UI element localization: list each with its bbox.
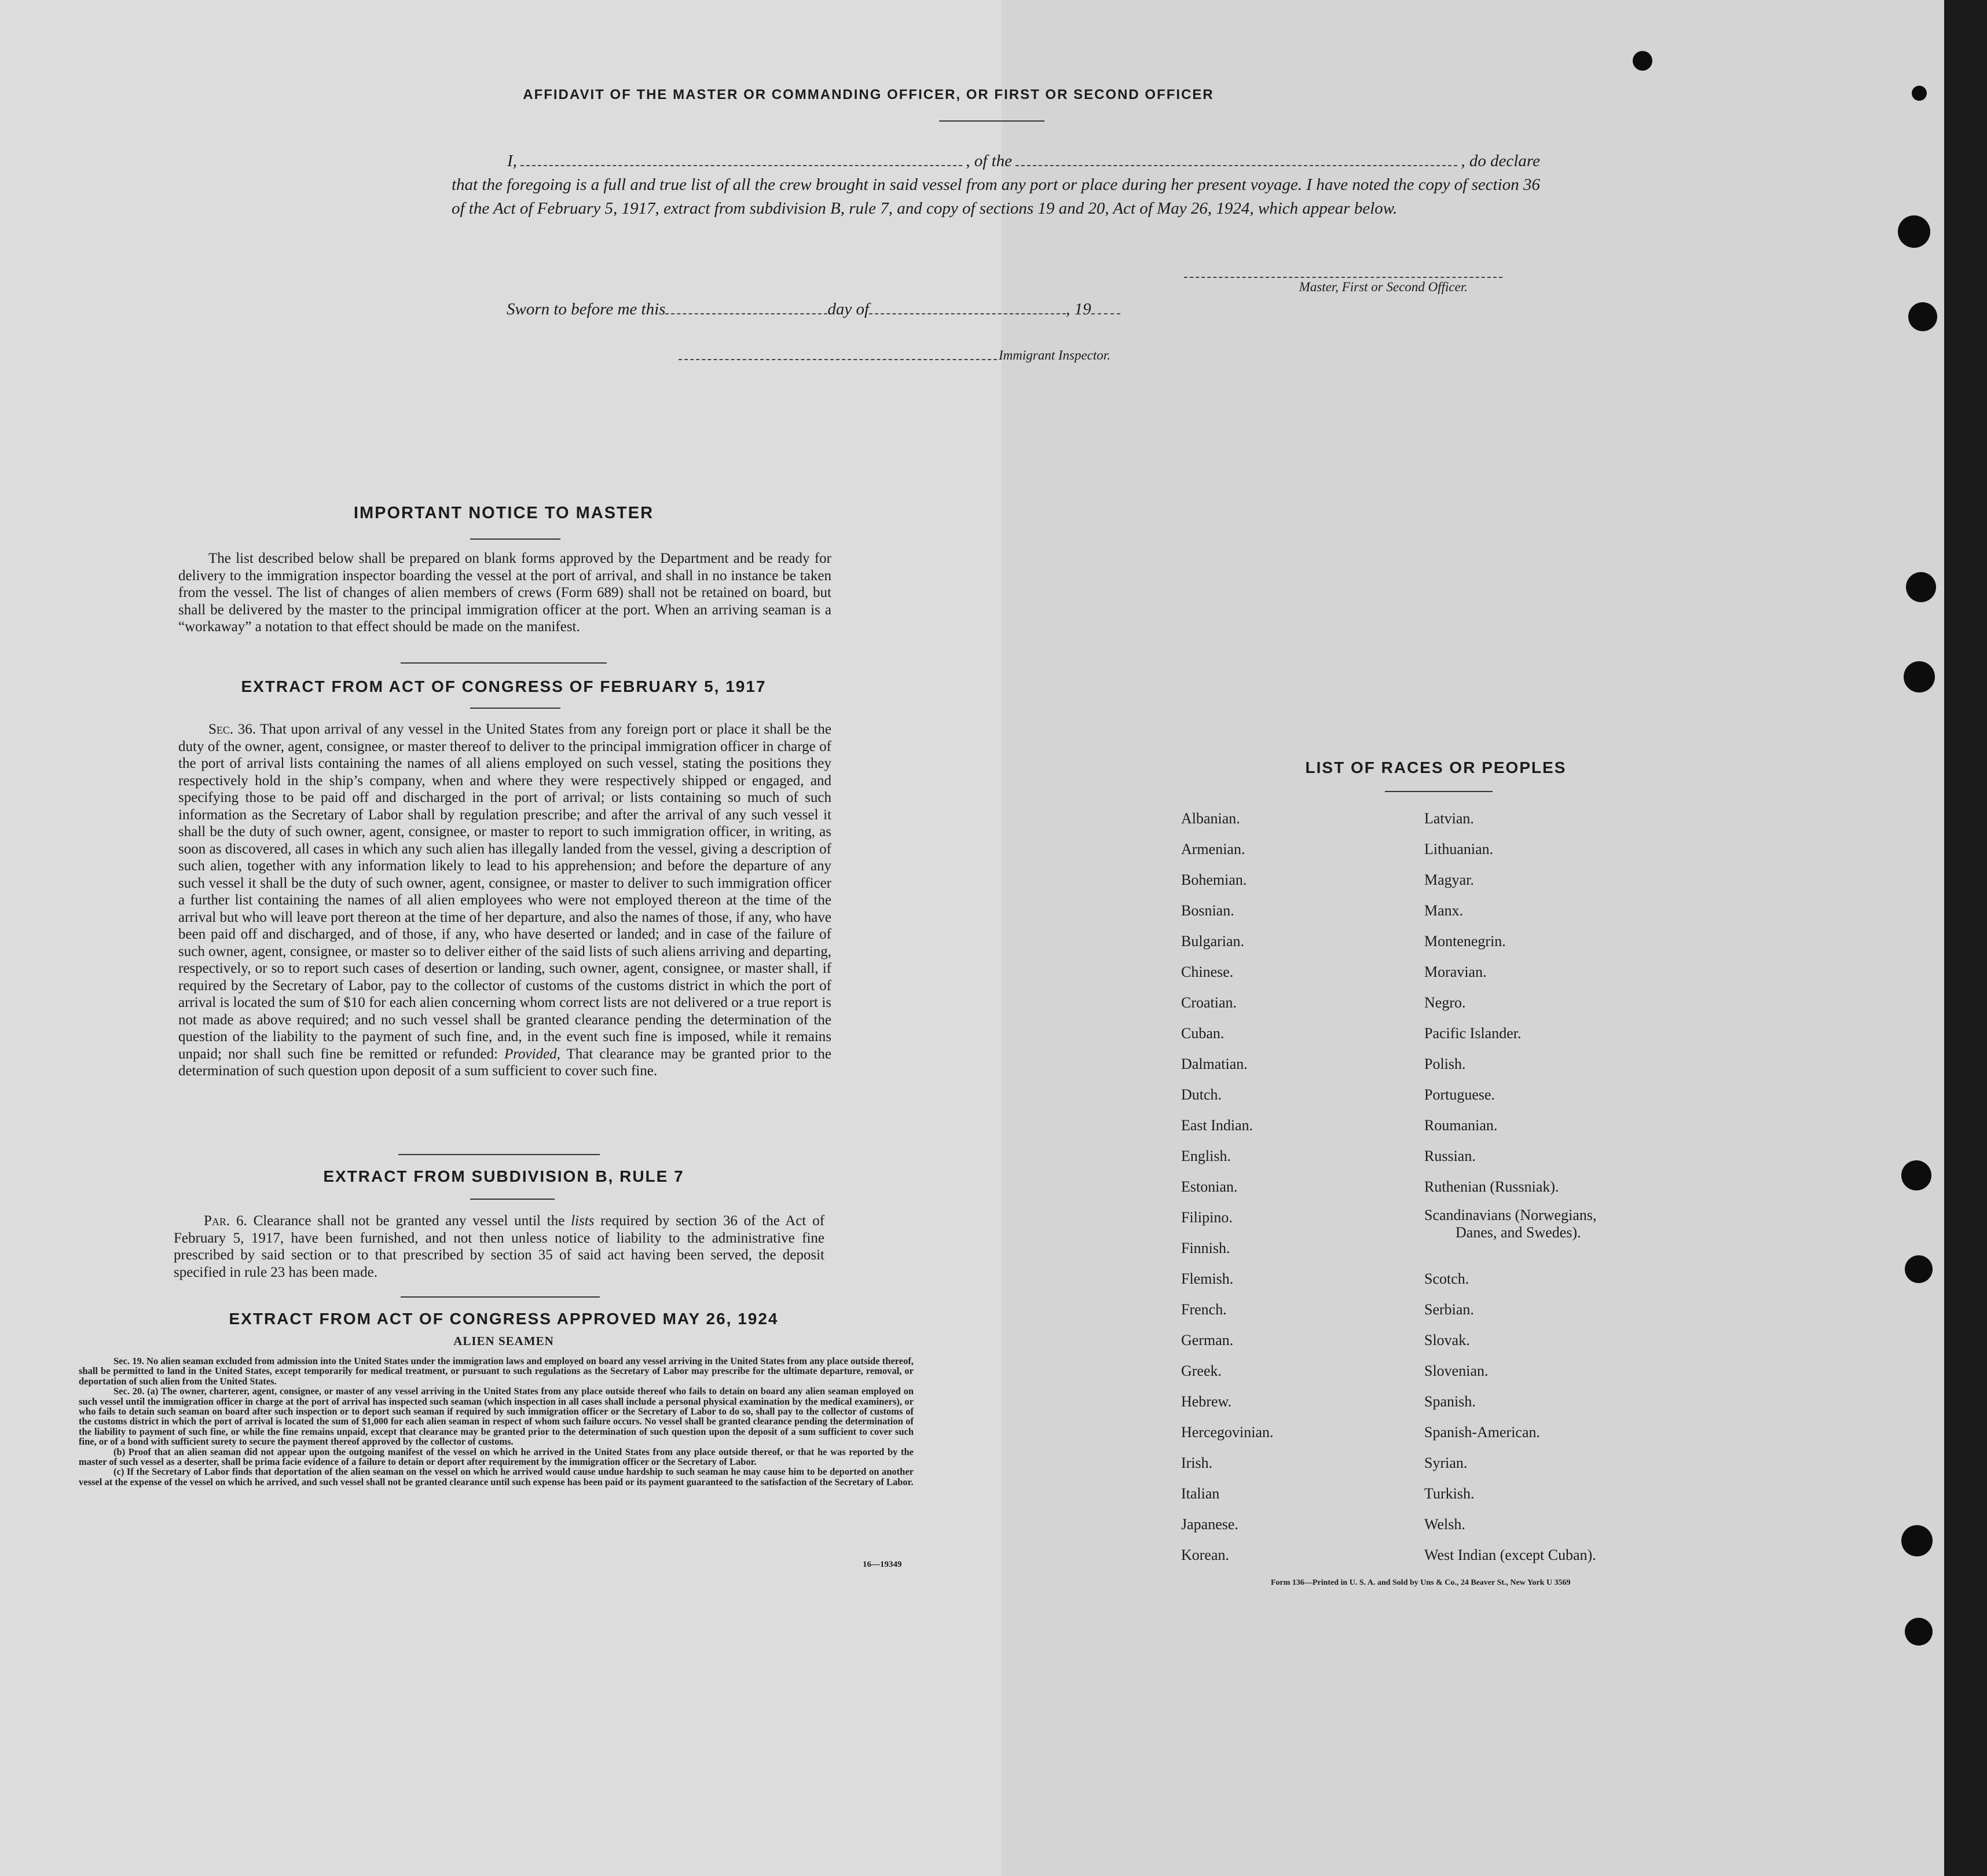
- affidavit-of-the: , of the: [966, 152, 1013, 170]
- extract-rule7-rule: [470, 1199, 555, 1200]
- race-item: Bulgarian.: [1181, 933, 1245, 950]
- sec36-text-b: That clearance may be granted prior to the determination of such question upon deposit of a sum sufficient to cover such fine.: [178, 1046, 832, 1079]
- sworn-day-of: day of: [827, 300, 870, 318]
- race-item: Croatian.: [1181, 994, 1237, 1011]
- signature-label: Master, First or Second Officer.: [1299, 280, 1468, 294]
- form-print-footer: Form 136—Printed in U. S. A. and Sold by Uns & Co., 24 Beaver St., New York U 3569: [1271, 1578, 1571, 1587]
- race-item: Spanish-American.: [1424, 1424, 1541, 1441]
- race-item: Montenegrin.: [1424, 933, 1506, 950]
- notice-rule: [470, 538, 560, 540]
- sworn-line: [507, 300, 1120, 319]
- affidavit-text: [452, 149, 1540, 221]
- race-item: Japanese.: [1181, 1516, 1238, 1533]
- race-item: Welsh.: [1424, 1516, 1465, 1533]
- race-item: Serbian.: [1424, 1301, 1474, 1318]
- affidavit-body: that the foregoing is a full and true list of all the crew brought in said vessel from any port or place during her present voyage. I have noted the copy of section 36 of the Act of February 5, 1917, extract from subdivision B, rule 7, and copy of sections 19 and 20, Act of May 26, 1924, which appear below.: [452, 175, 1540, 218]
- signature-line[interactable]: [1184, 277, 1502, 278]
- punch-hole: [1906, 572, 1936, 602]
- race-item-scandinavians: [1424, 1202, 1679, 1263]
- race-item: Armenian.: [1181, 841, 1245, 858]
- race-item: Polish.: [1424, 1056, 1466, 1072]
- punch-hole: [1901, 1525, 1933, 1556]
- name-blank[interactable]: [520, 164, 962, 166]
- race-item: Latvian.: [1424, 810, 1474, 827]
- race-item: Flemish.: [1181, 1270, 1234, 1287]
- sec19-20-text: [79, 1356, 914, 1487]
- race-item: East Indian.: [1181, 1117, 1253, 1134]
- race-item: West Indian (except Cuban).: [1424, 1547, 1596, 1563]
- races-right-column: [1424, 803, 1679, 1570]
- race-item: Cuban.: [1181, 1025, 1225, 1042]
- affidavit-i: I,: [507, 152, 517, 170]
- punch-hole: [1898, 215, 1930, 248]
- race-item: Bosnian.: [1181, 902, 1234, 919]
- sec20a: Sec. 20. (a) The owner, charterer, agent, consignee, or master of any vessel arriving in the United States from any place outside thereof who fails to detain on board any alien seaman employed on such vessel until the immigration officer in charge at the port of arrival has inspected such seaman (which inspection in all cases shall include a personal physical examination by the medical examiners), or who fails to detain such seaman on board after such inspection or to deport such seaman if required by such immigration officer or the Secretary of Labor to do so, shall pay to the collector of customs of the customs district in which the port of arrival is located the sum of $1,000 for each alien seaman in respect of whom such failure occurs. No vessel shall be granted clearance pending the determination of the liability to payment of such fine, or while the fine remains unpaid, except that clearance may be granted prior to the determination of such question upon the deposit of a sum sufficient to cover such fine, or of a bond with sufficient surety to secure the payment thereof approved by the collector of customs.: [79, 1386, 914, 1448]
- notice-heading: IMPORTANT NOTICE TO MASTER: [353, 504, 654, 522]
- race-item: Pacific Islander.: [1424, 1025, 1522, 1042]
- notice-body: The list described below shall be prepared on blank forms approved by the Department and be ready for delivery to the immigration inspector boarding the vessel at the port of arrival, and shall in no instance be taken from the vessel. The list of changes of alien members of crews (Form 689) shall not be retained on board, but shall be delivered by the master to the principal immigration officer at the port. When an arriving seaman is a “workaway” a notation to that effect should be made on the manifest.: [178, 551, 831, 635]
- day-blank[interactable]: [665, 313, 827, 314]
- race-item: Hebrew.: [1181, 1393, 1232, 1410]
- sec36-end-rule: [398, 1154, 600, 1155]
- sworn-prefix: Sworn to before me this: [507, 300, 666, 318]
- extract-1917-heading: EXTRACT FROM ACT OF CONGRESS OF FEBRUARY 5, 1917: [241, 677, 767, 695]
- par6-lists: lists: [571, 1213, 595, 1229]
- par6-end-rule: [401, 1296, 600, 1298]
- vessel-blank[interactable]: [1016, 164, 1457, 166]
- sworn-year: , 19: [1066, 300, 1091, 318]
- alien-seamen-subheading: ALIEN SEAMEN: [453, 1334, 554, 1348]
- races-rule: [1385, 791, 1493, 792]
- race-item: Portuguese.: [1424, 1086, 1495, 1103]
- race-item: Ruthenian (Russniak).: [1424, 1178, 1559, 1195]
- par6-text-b: required by section 36 of the Act of February 5, 1917, have been furnished, and not then unless notice of liability to the administrative fine prescribed by said section or to that prescribed by section 35 of said act having been served, the deposit specified in rule 23 has been made.: [174, 1213, 825, 1280]
- race-item: Finnish.: [1181, 1240, 1230, 1256]
- race-item: Moravian.: [1424, 963, 1487, 980]
- sec36-body: [178, 721, 831, 1080]
- race-item: Russian.: [1424, 1148, 1476, 1164]
- scan-edge: [1944, 0, 1987, 1876]
- punch-hole: [1633, 51, 1652, 71]
- races-heading: LIST OF RACES OR PEOPLES: [1305, 759, 1567, 776]
- punch-hole: [1912, 86, 1927, 101]
- form-number: 16—19349: [863, 1560, 902, 1569]
- inspector-label: Immigrant Inspector.: [999, 348, 1110, 362]
- par6-body: [174, 1212, 824, 1281]
- sec36-provided: Provided,: [504, 1046, 560, 1062]
- race-item: Slovenian.: [1424, 1362, 1489, 1379]
- race-item: Irish.: [1181, 1454, 1213, 1471]
- race-item: Hercegovinian.: [1181, 1424, 1274, 1441]
- inspector-line[interactable]: [679, 359, 997, 360]
- sec36-text-a: That upon arrival of any vessel in the United States from any foreign port or place it shall be the duty of the owner, agent, consignee, or master thereof to deliver to the principal immigration officer in charge of the port of arrival lists containing the names of all aliens employed on such vessel, stating the positions they respectively hold in the ship’s company, when and where they were respectively shipped or engaged, and specifying those to be paid off and discharged in the port of arrival; or lists containing so much of such information as the Secretary of Labor shall by regulation prescribe; and after the arrival of any such vessel it shall be the duty of such owner, agent, consignee, or master to report to such immigration officer, in writing, as soon as discovered, all cases in which any such alien has illegally landed from the vessel, giving a description of such alien, together with any information likely to lead to his apprehension; and before the departure of any such vessel it shall be the duty of such owner, agent, consignee, or master to deliver to such immigration officer a further list containing the names of all alien employees who were not employed thereon at the time of the arrival but who will leave port thereon at the time of her departure, and also the names of those, if any, who have been paid off and discharged, and of those, if any, who have deserted or landed; and in case of the failure of such owner, agent, consignee, or master so to deliver either of the said lists of such aliens arriving and departing, respectively, or so to report such cases of desertion or landing, such owner, agent, consignee, or master shall, if required by the Secretary of Labor, pay to the collector of customs of the customs district in which the port of arrival is located the sum of $10 for each alien concerning whom correct lists are not delivered or a true report is not made as above required; and no such vessel shall be granted clearance pending the determination of the question of the liability to the payment of such fine, and, in the event such fine is imposed, while it remains unpaid; nor shall such fine be remitted or refunded:: [178, 721, 831, 1062]
- scandinavians-line-2: Danes, and Swedes).: [1456, 1224, 1581, 1241]
- extract-1917-rule: [470, 708, 560, 709]
- sec20b: (b) Proof that an alien seaman did not appear upon the outgoing manifest of the vessel on which he arrived in the United States from any place outside thereof, or that he was reported by the master of such vessel as a deserter, shall be prima facie evidence of a failure to detain or deport after requirement by the immigration officer or the Secretary of Labor.: [79, 1446, 914, 1468]
- race-item: English.: [1181, 1148, 1231, 1164]
- punch-hole: [1905, 1255, 1933, 1283]
- race-item: Estonian.: [1181, 1178, 1238, 1195]
- race-item: Spanish.: [1424, 1393, 1476, 1410]
- punch-hole: [1905, 1618, 1933, 1646]
- title-rule: [939, 120, 1044, 122]
- race-item: Roumanian.: [1424, 1117, 1498, 1134]
- race-item: Manx.: [1424, 902, 1464, 919]
- punch-hole: [1904, 661, 1935, 692]
- notice-end-rule: [401, 662, 607, 664]
- race-item: Greek.: [1181, 1362, 1222, 1379]
- race-item: Italian: [1181, 1485, 1220, 1502]
- scandinavians-line-1: Scandinavians (Norwegians,: [1424, 1207, 1597, 1223]
- race-item: Slovak.: [1424, 1332, 1470, 1349]
- race-item: Turkish.: [1424, 1485, 1475, 1502]
- punch-hole: [1901, 1160, 1931, 1190]
- par6-text-a: Clearance shall not be granted any vessel until the: [253, 1213, 565, 1229]
- affidavit-declare: , do declare: [1461, 152, 1540, 170]
- races-left-column: [1181, 803, 1413, 1570]
- race-item: Dalmatian.: [1181, 1056, 1248, 1072]
- month-blank[interactable]: [869, 313, 1066, 314]
- race-item: Filipino.: [1181, 1209, 1233, 1226]
- race-item: Syrian.: [1424, 1454, 1468, 1471]
- race-item: Scotch.: [1424, 1270, 1469, 1287]
- par6-label: Par. 6.: [204, 1213, 247, 1229]
- extract-rule7-heading: EXTRACT FROM SUBDIVISION B, RULE 7: [323, 1167, 684, 1185]
- sec19: Sec. 19. No alien seaman excluded from admission into the United States under the immigration laws and employed on board any vessel arriving in the United States from any place outside thereof, shall be permitted to land in the United States, except temporarily for medical treatment, or pursuant to such regulations as the Secretary of Labor may prescribe for the ultimate departure, removal, or deportation of such alien from the United States.: [79, 1355, 914, 1387]
- affidavit-title: AFFIDAVIT OF THE MASTER OR COMMANDING OFFICER, OR FIRST OR SECOND OFFICER: [523, 87, 1214, 102]
- year-blank[interactable]: [1091, 313, 1120, 314]
- race-item: Magyar.: [1424, 871, 1474, 888]
- sec20c: (c) If the Secretary of Labor finds that deportation of the alien seaman on the vessel on which he arrived would cause undue hardship to such seaman he may cause him to be deported on another vessel at the expense of the vessel on which he arrived, and such vessel shall not be granted clearance until such expense has been paid or its payment guaranteed to the satisfaction of the Secretary of Labor.: [79, 1466, 914, 1487]
- punch-hole: [1908, 302, 1937, 331]
- race-item: German.: [1181, 1332, 1234, 1349]
- race-item: Dutch.: [1181, 1086, 1222, 1103]
- race-item: Chinese.: [1181, 963, 1234, 980]
- race-item: Lithuanian.: [1424, 841, 1494, 858]
- race-item: Bohemian.: [1181, 871, 1247, 888]
- race-item: Korean.: [1181, 1547, 1230, 1563]
- race-item: Albanian.: [1181, 810, 1240, 827]
- sec36-label: Sec. 36.: [208, 721, 256, 737]
- race-item: Negro.: [1424, 994, 1466, 1011]
- race-item: French.: [1181, 1301, 1227, 1318]
- extract-1924-heading: EXTRACT FROM ACT OF CONGRESS APPROVED MAY 26, 1924: [229, 1310, 779, 1328]
